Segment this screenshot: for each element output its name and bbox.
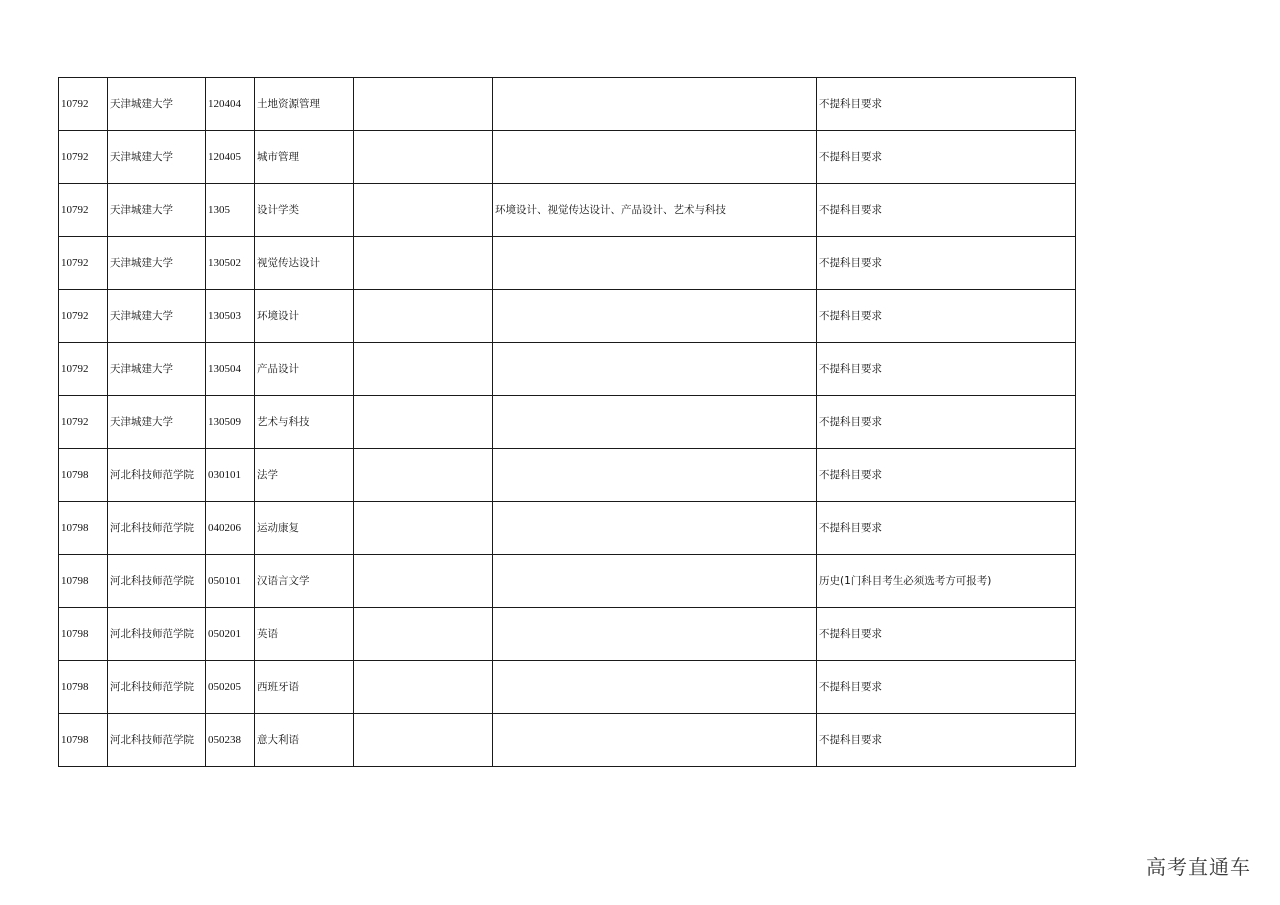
subject-requirement-cell: 不提科目要求 [817,237,1076,290]
school-name-cell: 天津城建大学 [108,396,206,449]
included-majors-cell [493,343,817,396]
major-name-cell: 法学 [255,449,354,502]
major-code-cell: 050101 [206,555,255,608]
table-row [59,78,1076,131]
included-majors-cell [493,78,817,131]
table-row [59,661,1076,714]
school-code-cell: 10792 [59,184,108,237]
major-code-cell: 120405 [206,131,255,184]
major-code-cell: 050201 [206,608,255,661]
school-name-cell: 天津城建大学 [108,78,206,131]
major-name-cell: 运动康复 [255,502,354,555]
school-code-cell: 10798 [59,502,108,555]
blank-cell [354,555,493,608]
included-majors-cell [493,131,817,184]
school-name-cell: 河北科技师范学院 [108,714,206,767]
included-majors-cell [493,237,817,290]
major-name-cell: 土地资源管理 [255,78,354,131]
included-majors-cell [493,449,817,502]
table-row [59,502,1076,555]
subject-requirement-cell: 不提科目要求 [817,184,1076,237]
blank-cell [354,343,493,396]
school-code-cell: 10792 [59,131,108,184]
table-row [59,449,1076,502]
school-code-cell: 10792 [59,396,108,449]
school-name-cell: 天津城建大学 [108,290,206,343]
subject-requirement-cell: 不提科目要求 [817,608,1076,661]
blank-cell [354,290,493,343]
school-code-cell: 10798 [59,714,108,767]
blank-cell [354,396,493,449]
major-name-cell: 环境设计 [255,290,354,343]
included-majors-cell [493,502,817,555]
major-name-cell: 城市管理 [255,131,354,184]
included-majors-cell [493,608,817,661]
subject-requirement-cell: 不提科目要求 [817,661,1076,714]
school-code-cell: 10792 [59,290,108,343]
table-row [59,714,1076,767]
table-body [59,78,1076,767]
subject-requirement-cell: 不提科目要求 [817,343,1076,396]
school-name-cell: 天津城建大学 [108,184,206,237]
school-code-cell: 10798 [59,449,108,502]
school-name-cell: 河北科技师范学院 [108,608,206,661]
included-majors-cell [493,661,817,714]
school-code-cell: 10792 [59,78,108,131]
school-name-cell: 天津城建大学 [108,237,206,290]
included-majors-cell [493,290,817,343]
table-row [59,290,1076,343]
table-row [59,608,1076,661]
school-name-cell: 河北科技师范学院 [108,449,206,502]
school-code-cell: 10792 [59,237,108,290]
included-majors-cell [493,714,817,767]
major-name-cell: 艺术与科技 [255,396,354,449]
major-code-cell: 030101 [206,449,255,502]
subject-requirement-cell: 不提科目要求 [817,714,1076,767]
major-name-cell: 设计学类 [255,184,354,237]
school-code-cell: 10798 [59,608,108,661]
school-name-cell: 天津城建大学 [108,343,206,396]
subject-requirement-cell: 不提科目要求 [817,449,1076,502]
subject-requirement-cell: 不提科目要求 [817,502,1076,555]
major-name-cell: 英语 [255,608,354,661]
subject-requirement-cell: 不提科目要求 [817,396,1076,449]
blank-cell [354,131,493,184]
included-majors-cell: 环境设计、视觉传达设计、产品设计、艺术与科技 [493,184,817,237]
subject-requirement-cell: 不提科目要求 [817,131,1076,184]
blank-cell [354,449,493,502]
subject-requirement-cell: 不提科目要求 [817,290,1076,343]
major-code-cell: 130504 [206,343,255,396]
blank-cell [354,714,493,767]
major-name-cell: 意大利语 [255,714,354,767]
table-row [59,237,1076,290]
included-majors-cell [493,555,817,608]
table-row [59,131,1076,184]
major-code-cell: 050205 [206,661,255,714]
blank-cell [354,237,493,290]
major-name-cell: 视觉传达设计 [255,237,354,290]
school-name-cell: 天津城建大学 [108,131,206,184]
major-code-cell: 130503 [206,290,255,343]
table-row [59,343,1076,396]
major-code-cell: 050238 [206,714,255,767]
major-name-cell: 产品设计 [255,343,354,396]
school-name-cell: 河北科技师范学院 [108,502,206,555]
blank-cell [354,608,493,661]
watermark-logo-text: 高考直通车 [1146,855,1251,879]
major-name-cell: 西班牙语 [255,661,354,714]
school-name-cell: 河北科技师范学院 [108,555,206,608]
major-code-cell: 1305 [206,184,255,237]
school-code-cell: 10792 [59,343,108,396]
school-name-cell: 河北科技师范学院 [108,661,206,714]
blank-cell [354,78,493,131]
major-code-cell: 120404 [206,78,255,131]
blank-cell [354,184,493,237]
table-row [59,396,1076,449]
included-majors-cell [493,396,817,449]
blank-cell [354,661,493,714]
subject-requirement-cell: 历史(1门科目考生必须选考方可报考) [817,555,1076,608]
table-row [59,555,1076,608]
major-code-cell: 130509 [206,396,255,449]
major-code-cell: 040206 [206,502,255,555]
school-code-cell: 10798 [59,555,108,608]
blank-cell [354,502,493,555]
major-name-cell: 汉语言文学 [255,555,354,608]
subject-requirements-table [58,77,1076,767]
major-code-cell: 130502 [206,237,255,290]
subject-requirement-cell: 不提科目要求 [817,78,1076,131]
table-row [59,184,1076,237]
school-code-cell: 10798 [59,661,108,714]
